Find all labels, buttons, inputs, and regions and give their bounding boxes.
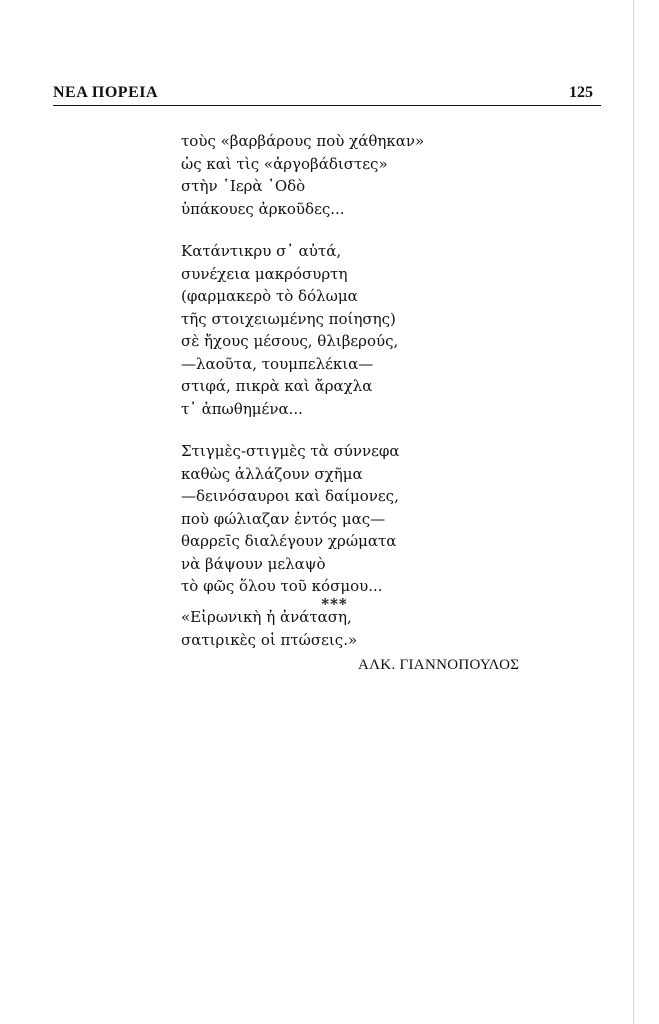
poem-line: τοὺς «βαρβάρους ποὺ χάθηκαν» bbox=[181, 132, 425, 150]
poem-line: ποὺ φώλιαζαν ἐντός μας— bbox=[181, 509, 386, 528]
poem-line: «Εἰρωνικὴ ἡ ἀνάταση, bbox=[181, 608, 352, 626]
page-edge-line bbox=[633, 0, 634, 1024]
poem-line: (φαρμακερὸ τὸ δόλωμα bbox=[181, 287, 358, 305]
poem-line: Κατάντικρυ σ᾽ αὐτά, bbox=[181, 242, 342, 260]
poem-body bbox=[181, 130, 541, 598]
stanza-1 bbox=[181, 130, 541, 220]
stanza-gap bbox=[181, 220, 541, 240]
poem-line: στὴν ῾Ιερὰ ῾Οδὸ bbox=[181, 177, 306, 195]
poem-line: συνέχεια μακρόσυρτη bbox=[181, 264, 348, 283]
poem-line: καθὼς ἀλλάζουν σχῆμα bbox=[181, 464, 363, 483]
poem-line: —δεινόσαυροι καὶ δαίμονες, bbox=[181, 487, 399, 505]
closing-stanza bbox=[181, 606, 357, 652]
stanza-3 bbox=[181, 440, 541, 598]
poem-line: σατιρικὲς οἱ πτώσεις.» bbox=[181, 631, 358, 649]
section-separator: *** bbox=[321, 595, 348, 613]
poem-line: σὲ ἤχους μέσους, θλιβερούς, bbox=[181, 332, 399, 350]
poem-line: νὰ βάψουν μελαψὸ bbox=[181, 554, 326, 573]
header-divider bbox=[53, 105, 601, 106]
poem-line: θαρρεῖς διαλέγουν χρώματα bbox=[181, 532, 397, 550]
poem-line: Στιγμὲς-στιγμὲς τὰ σύννεφα bbox=[181, 442, 400, 460]
poem-line: τ᾽ ἀπωθημένα... bbox=[181, 399, 303, 418]
poem-line: τὸ φῶς ὅλου τοῦ κόσμου... bbox=[181, 577, 383, 595]
page-number: 125 bbox=[569, 84, 593, 101]
stanza-gap bbox=[181, 420, 541, 440]
author-signature: ΑΛΚ. ΓΙΑΝΝΟΠΟΥΛΟΣ bbox=[358, 657, 520, 673]
poem-line: τῆς στοιχειωμένης ποίησης) bbox=[181, 309, 396, 328]
poem-line: στιφά, πικρὰ καὶ ἄραχλα bbox=[181, 377, 373, 395]
stanza-2 bbox=[181, 240, 541, 420]
poem-line: —λαοῦτα, τουμπελέκια— bbox=[181, 354, 374, 373]
poem-line: ὡς καὶ τὶς «ἀργοβάδιστες» bbox=[181, 154, 388, 173]
running-header-title: ΝΕΑ ΠΟΡΕΙΑ bbox=[53, 84, 159, 101]
poem-line: ὑπάκουες ἀρκοῦδες... bbox=[181, 199, 345, 218]
